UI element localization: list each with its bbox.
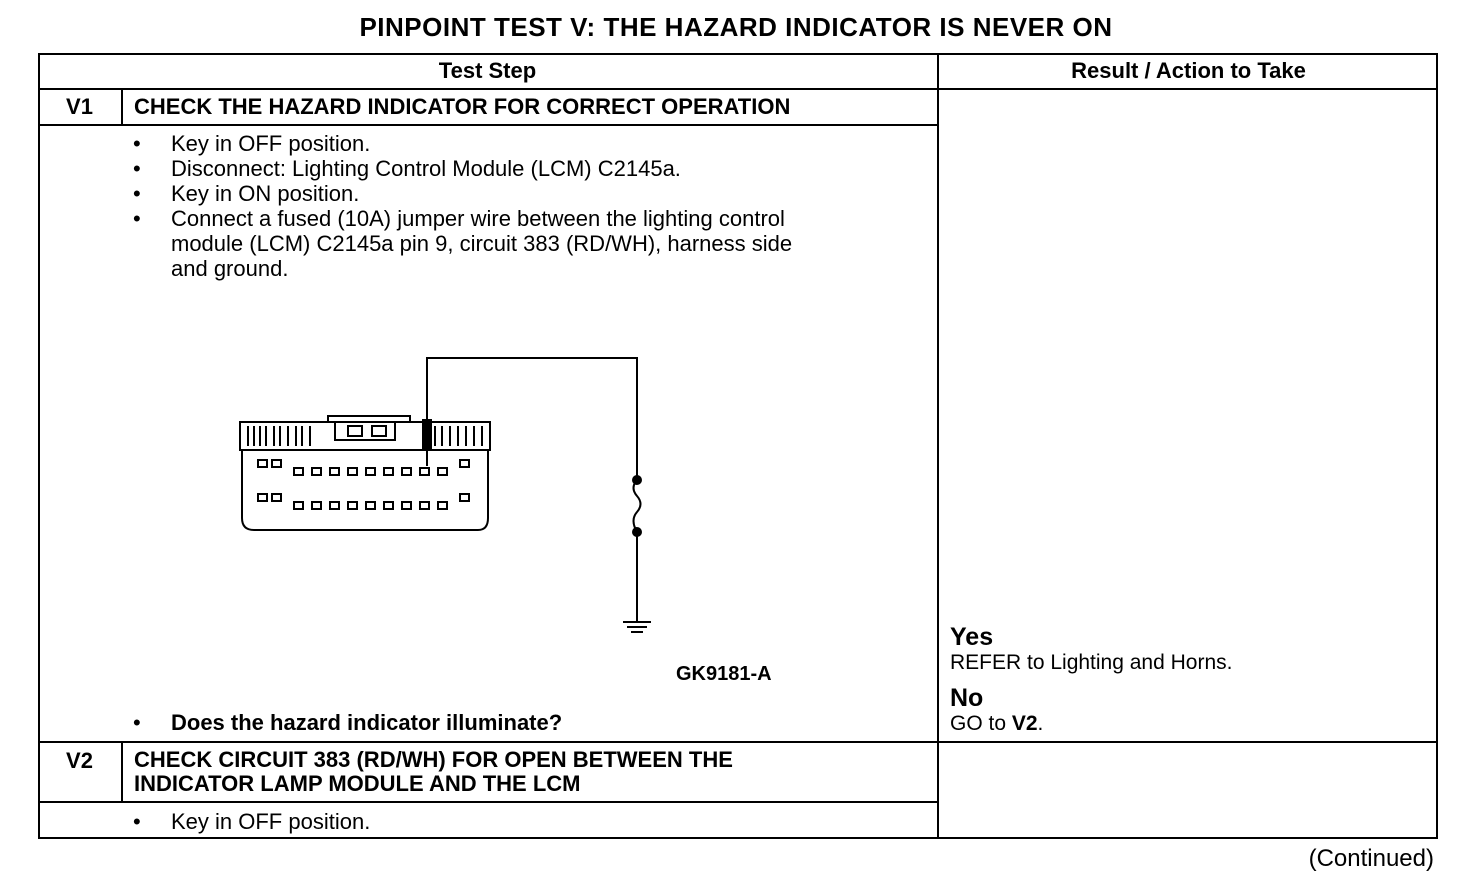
v2-bullet-1: Key in OFF position. — [171, 809, 371, 834]
bullet-marker: • — [133, 181, 141, 206]
v1-bullet-4-line-1: Connect a fused (10A) jumper wire between the lighting control — [171, 206, 785, 231]
v1-bullet-2: Disconnect: Lighting Control Module (LCM) C2145a. — [171, 156, 681, 181]
v2-id-divider — [121, 741, 123, 802]
bullet-marker: • — [133, 206, 141, 231]
bullet-marker: • — [133, 131, 141, 156]
result-yes-action: REFER to Lighting and Horns. — [950, 651, 1233, 674]
jumper-probe — [423, 420, 431, 448]
v1-heading-divider — [38, 124, 938, 126]
step-heading-v2-line-2: INDICATOR LAMP MODULE AND THE LCM — [134, 771, 581, 796]
step-id-v2: V2 — [66, 748, 93, 773]
header-result-action: Result / Action to Take — [1071, 58, 1306, 83]
page-title: PINPOINT TEST V: THE HAZARD INDICATOR IS NEVER ON — [359, 12, 1113, 42]
header-row-divider — [38, 88, 1438, 90]
v1-bullet-3: Key in ON position. — [171, 181, 360, 206]
column-divider — [937, 53, 939, 839]
v1-row-divider — [38, 741, 1438, 743]
header-test-step: Test Step — [438, 58, 537, 83]
result-no-action: GO to V2. — [950, 712, 1044, 735]
bullet-marker: • — [133, 156, 141, 181]
v1-id-divider — [121, 88, 123, 125]
v2-heading-divider — [38, 801, 938, 803]
step-heading-v2-line-1: CHECK CIRCUIT 383 (RD/WH) FOR OPEN BETWEEN THE — [134, 747, 733, 772]
continued-note: (Continued) — [1308, 845, 1434, 872]
v1-bullet-1: Key in OFF position. — [171, 131, 371, 156]
v1-question: Does the hazard indicator illuminate? — [171, 710, 563, 735]
connector-top-rim — [240, 422, 490, 450]
fuse-icon — [634, 480, 641, 532]
bullet-marker: • — [133, 809, 141, 834]
jumper-wire — [427, 358, 637, 480]
connector-jumper-diagram — [230, 350, 670, 640]
v1-bullet-4-line-3: and ground. — [171, 256, 289, 281]
connector-body — [242, 450, 488, 530]
step-heading-v1: CHECK THE HAZARD INDICATOR FOR CORRECT OPERATION — [134, 94, 791, 119]
step-id-v1: V1 — [66, 94, 93, 119]
figure-label: GK9181-A — [676, 663, 772, 685]
result-no-label: No — [950, 684, 984, 712]
bullet-marker: • — [133, 710, 141, 735]
result-yes-label: Yes — [950, 623, 994, 651]
goto-step-link: V2 — [1011, 712, 1038, 735]
v1-bullet-4-line-2: module (LCM) C2145a pin 9, circuit 383 (RD/WH), harness side — [171, 231, 793, 256]
